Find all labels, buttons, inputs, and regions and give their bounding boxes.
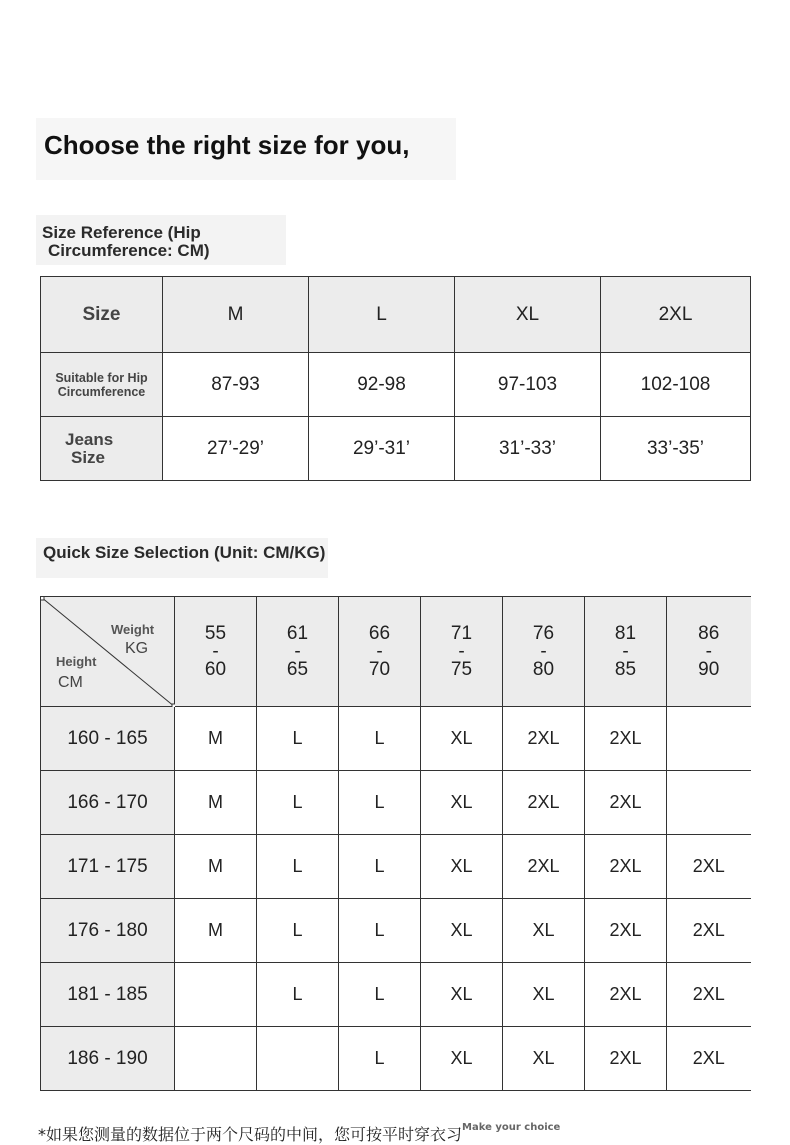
- size-recommendation-cell: 2XL: [503, 707, 585, 771]
- weight-range-cell: [175, 597, 257, 707]
- jeans-row: [41, 417, 751, 481]
- height-range-cell: 166 - 170: [41, 771, 175, 835]
- size-recommendation-cell: 2XL: [585, 835, 667, 899]
- weight-range-dash: -: [540, 640, 547, 662]
- size-recommendation-cell: L: [339, 963, 421, 1027]
- weight-range-dash: -: [212, 640, 219, 662]
- size-recommendation-cell: L: [257, 771, 339, 835]
- size-reference-title: [36, 215, 286, 265]
- weight-range-from: 81: [614, 622, 637, 644]
- quick-selection-title: Quick Size Selection (Unit: CM/KG): [36, 538, 328, 578]
- size-recommendation-cell: M: [175, 899, 257, 963]
- weight-range-from: 71: [450, 622, 473, 644]
- size-recommendation-cell: XL: [421, 707, 503, 771]
- hip-label-line1: Suitable for Hip: [55, 370, 148, 385]
- size-cell: M: [163, 277, 309, 353]
- size-cell: 2XL: [601, 277, 751, 353]
- weight-range-dash: -: [458, 640, 465, 662]
- weight-range-to: 70: [368, 658, 391, 680]
- size-recommendation-cell: XL: [421, 1027, 503, 1091]
- hip-header-cell: [41, 353, 163, 417]
- size-recommendation-cell: [257, 1027, 339, 1091]
- weight-range-to: 85: [614, 658, 637, 680]
- size-recommendation-cell: L: [339, 707, 421, 771]
- size-recommendation-cell: XL: [421, 899, 503, 963]
- weight-range-cell: [585, 597, 667, 707]
- hip-cell: 97-103: [455, 353, 601, 417]
- height-range-cell: 171 - 175: [41, 835, 175, 899]
- weight-range-cell: [667, 597, 751, 707]
- size-recommendation-cell: 2XL: [585, 771, 667, 835]
- jeans-cell: 33’-35’: [601, 417, 751, 481]
- kg-label: KG: [125, 640, 149, 657]
- size-recommendation-cell: [175, 963, 257, 1027]
- size-recommendation-cell: [667, 707, 751, 771]
- size-recommendation-cell: L: [257, 707, 339, 771]
- footnote: [38, 1122, 560, 1145]
- table-row: [41, 963, 751, 1027]
- weight-range-to: 80: [532, 658, 555, 680]
- weight-range-dash: -: [705, 640, 712, 662]
- quick-size-table: [40, 596, 751, 1091]
- footnote-tail: Make your choice: [462, 1122, 561, 1133]
- size-recommendation-cell: 2XL: [667, 835, 751, 899]
- weight-range-to: 75: [450, 658, 473, 680]
- size-cell: L: [309, 277, 455, 353]
- weight-range-to: 90: [698, 658, 720, 680]
- size-recommendation-cell: 2XL: [585, 707, 667, 771]
- corner-cell: [41, 597, 175, 707]
- size-recommendation-cell: [667, 771, 751, 835]
- weight-range-dash: -: [294, 640, 301, 662]
- table-row: [41, 899, 751, 963]
- size-recommendation-cell: 2XL: [585, 963, 667, 1027]
- size-recommendation-cell: 2XL: [503, 771, 585, 835]
- height-range-cell: 160 - 165: [41, 707, 175, 771]
- cm-label: CM: [58, 674, 83, 691]
- size-recommendation-cell: 2XL: [667, 963, 751, 1027]
- hip-row: [41, 353, 751, 417]
- footnote-text: *如果您测量的数据位于两个尺码的中间，您可按平时穿衣习: [38, 1125, 463, 1144]
- table-row: [41, 707, 751, 771]
- jeans-label-line2: Size: [71, 447, 106, 467]
- hip-cell: 102-108: [601, 353, 751, 417]
- size-row: [41, 277, 751, 353]
- table-row: [41, 835, 751, 899]
- weight-range-to: 60: [204, 658, 227, 680]
- page-title: Choose the right size for you,: [36, 118, 456, 180]
- weight-range-from: 55: [204, 622, 227, 644]
- weight-range-dash: -: [622, 640, 629, 662]
- size-recommendation-cell: M: [175, 771, 257, 835]
- size-recommendation-cell: L: [257, 835, 339, 899]
- weight-range-cell: [421, 597, 503, 707]
- table-row: [41, 1027, 751, 1091]
- size-recommendation-cell: XL: [503, 963, 585, 1027]
- size-recommendation-cell: 2XL: [585, 1027, 667, 1091]
- size-header-cell: Size: [41, 277, 163, 353]
- weight-range-cell: [339, 597, 421, 707]
- size-recommendation-cell: 2XL: [585, 899, 667, 963]
- weight-range-from: 86: [698, 622, 720, 644]
- jeans-cell: 27’-29’: [163, 417, 309, 481]
- size-recommendation-cell: XL: [421, 963, 503, 1027]
- weight-range-cell: [503, 597, 585, 707]
- table-row: [41, 771, 751, 835]
- size-recommendation-cell: XL: [503, 899, 585, 963]
- weight-range-from: 61: [286, 622, 309, 644]
- size-recommendation-cell: 2XL: [667, 1027, 751, 1091]
- weight-range-cell: [257, 597, 339, 707]
- hip-label-line2: Circumference: [57, 384, 146, 399]
- size-recommendation-cell: XL: [421, 835, 503, 899]
- size-recommendation-cell: 2XL: [667, 899, 751, 963]
- hip-cell: 87-93: [163, 353, 309, 417]
- jeans-cell: 29’-31’: [309, 417, 455, 481]
- size-recommendation-cell: L: [339, 1027, 421, 1091]
- weight-range-to: 65: [286, 658, 309, 680]
- size-recommendation-cell: L: [339, 899, 421, 963]
- size-recommendation-cell: M: [175, 707, 257, 771]
- weight-label: Weight: [111, 622, 155, 637]
- size-cell: XL: [455, 277, 601, 353]
- weight-range-from: 76: [532, 622, 555, 644]
- size-recommendation-cell: XL: [503, 1027, 585, 1091]
- size-recommendation-cell: 2XL: [503, 835, 585, 899]
- size-recommendation-cell: XL: [421, 771, 503, 835]
- jeans-header-cell: [41, 417, 163, 481]
- jeans-label-line1: Jeans: [65, 429, 114, 449]
- size-recommendation-cell: M: [175, 835, 257, 899]
- height-label: Height: [56, 654, 97, 669]
- size-recommendation-cell: L: [257, 899, 339, 963]
- weight-range-from: 66: [368, 622, 391, 644]
- weight-range-dash: -: [376, 640, 383, 662]
- size-reference-table: [40, 276, 751, 481]
- weight-header-row: [41, 597, 751, 707]
- size-recommendation-cell: L: [339, 771, 421, 835]
- size-recommendation-cell: L: [257, 963, 339, 1027]
- hip-cell: 92-98: [309, 353, 455, 417]
- size-reference-title-line1: Size Reference (Hip: [42, 223, 201, 242]
- height-range-cell: 181 - 185: [41, 963, 175, 1027]
- height-range-cell: 176 - 180: [41, 899, 175, 963]
- jeans-cell: 31’-33’: [455, 417, 601, 481]
- size-recommendation-cell: L: [339, 835, 421, 899]
- height-range-cell: 186 - 190: [41, 1027, 175, 1091]
- size-recommendation-cell: [175, 1027, 257, 1091]
- size-reference-title-line2: Circumference: CM): [48, 241, 210, 260]
